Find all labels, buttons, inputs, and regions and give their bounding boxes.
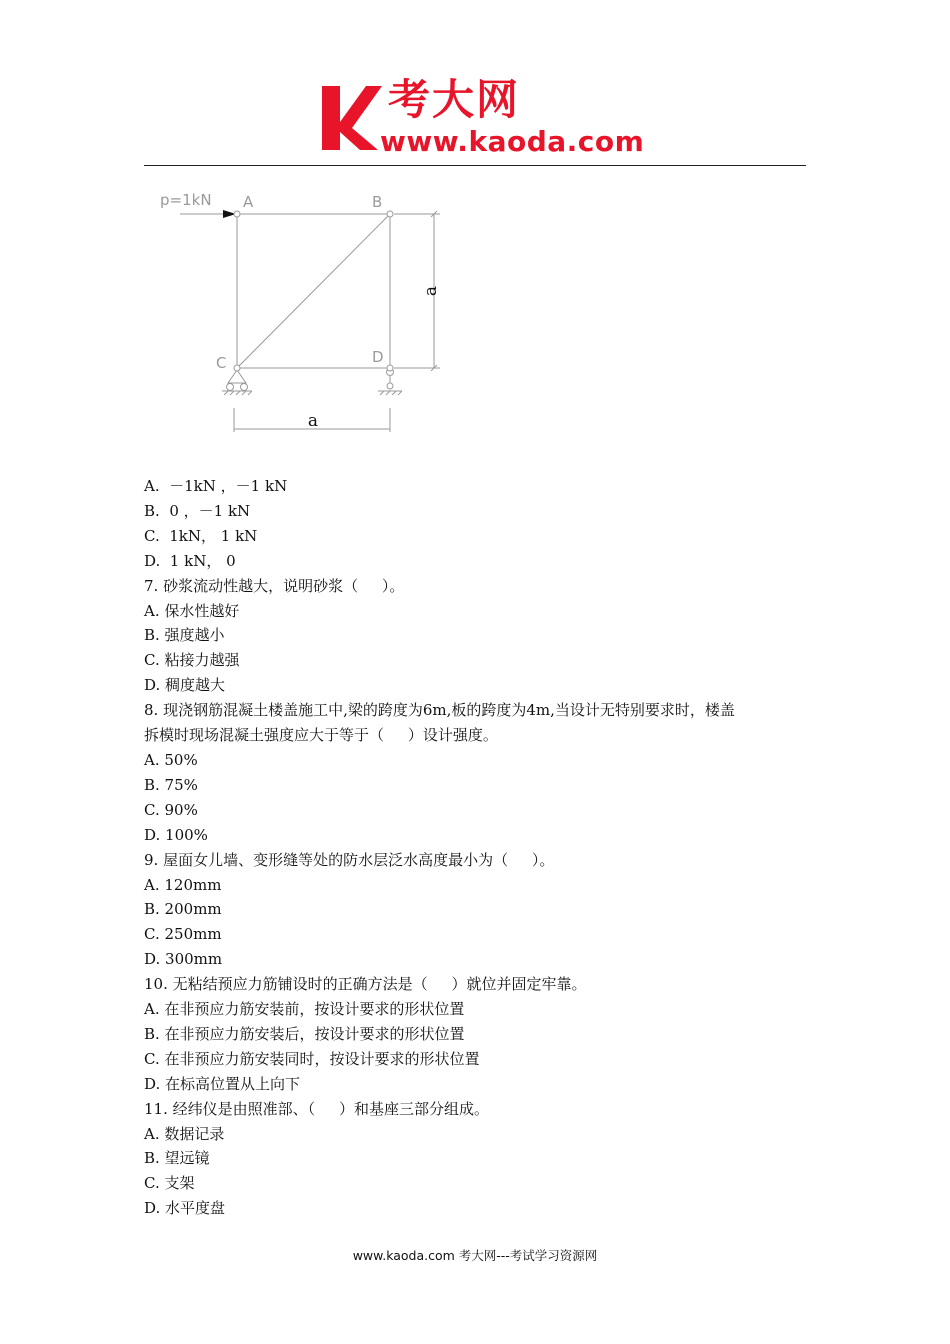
pin-support-c (228, 370, 246, 383)
header-divider (144, 165, 806, 166)
logo-url: www.kaoda.com (380, 125, 645, 158)
option-line: D. 稠度越大 (144, 676, 226, 695)
dimension-label-vertical: a (421, 285, 441, 297)
question-8-continued: 拆模时现场混凝土强度应大于等于（ ）设计强度。 (144, 726, 498, 745)
option-line: B. 75% (144, 775, 198, 794)
dimension-label-horizontal: a (307, 411, 319, 431)
node-d-pin (387, 365, 393, 371)
node-a-pin (234, 211, 240, 217)
question-content (144, 474, 808, 1221)
question-11: 11. 经纬仪是由照准部、（ ）和基座三部分组成。 (144, 1099, 489, 1118)
option-line: D. 在标高位置从上向下 (144, 1074, 301, 1093)
question-7: 7. 砂浆流动性越大，说明砂浆（ ）。 (144, 576, 405, 595)
option-line: B. 200mm (144, 900, 222, 919)
option-line: D. 300mm (144, 950, 223, 969)
option-line: C. 在非预应力筋安装同时，按设计要求的形状位置 (144, 1049, 480, 1068)
question-9: 9. 屋面女儿墙、变形缝等处的防水层泛水高度最小为（ ）。 (144, 850, 555, 869)
option-line: C. 1kN， 1 kN (144, 526, 258, 545)
question-8: 8. 现浇钢筋混凝土楼盖施工中,梁的跨度为6m,板的跨度为4m,当设计无特别要求时，楼盖 (144, 701, 735, 720)
option-line: B. 在非预应力筋安装后，按设计要求的形状位置 (144, 1024, 465, 1043)
option-line: C. 支架 (144, 1174, 195, 1193)
option-line: A. 数据记录 (144, 1124, 225, 1143)
option-line: D. 100% (144, 825, 208, 844)
node-b-pin (387, 211, 393, 217)
k-logo-icon (318, 82, 382, 154)
site-logo (318, 74, 645, 162)
option-line: B. 望远镜 (144, 1149, 210, 1168)
node-label-c: C (216, 354, 227, 372)
node-label-b: B (372, 193, 383, 211)
option-line: A. 保水性越好 (144, 601, 240, 620)
node-label-d: D (372, 348, 384, 366)
option-line: A. 120mm (144, 875, 222, 894)
member-cb (237, 214, 390, 368)
option-line: A. －1kN ，－1 kN (144, 477, 288, 495)
node-label-a: A (243, 193, 254, 211)
option-line: D. 1 kN， 0 (144, 551, 236, 570)
logo-chinese-name: 考大网 (388, 75, 521, 124)
option-line: B. 强度越小 (144, 626, 225, 645)
option-line: A. 50% (144, 750, 198, 769)
force-label: p=1kN (160, 191, 212, 209)
page-footer: www.kaoda.com 考大网---考试学习资源网 (352, 1248, 598, 1263)
truss-diagram (150, 180, 450, 440)
option-line: A. 在非预应力筋安装前，按设计要求的形状位置 (144, 1000, 465, 1019)
option-line: C. 粘接力越强 (144, 651, 240, 670)
question-10: 10. 无粘结预应力筋铺设时的正确方法是（ ）就位并固定牢靠。 (144, 975, 587, 994)
option-line: C. 90% (144, 800, 198, 819)
option-line: B. 0 ，－1 kN (144, 501, 251, 520)
option-line: D. 水平度盘 (144, 1199, 226, 1218)
option-line: C. 250mm (144, 925, 222, 944)
node-c-pin (234, 365, 240, 371)
